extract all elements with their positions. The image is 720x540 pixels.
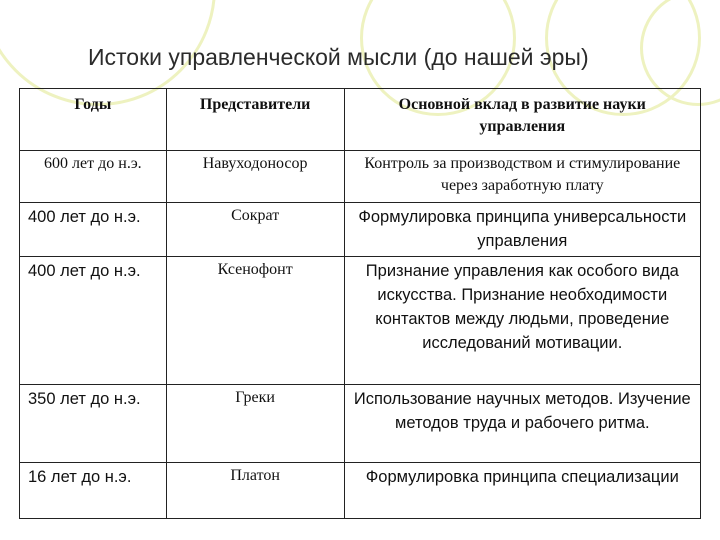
year-cell: 350 лет до н.э. xyxy=(20,385,167,463)
contribution-cell: Контроль за производством и стимулирование через заработную плату xyxy=(344,151,700,203)
contribution-cell: Формулировка принципа универсальности управления xyxy=(344,203,700,257)
table-row xyxy=(20,257,701,385)
year-cell: 16 лет до н.э. xyxy=(20,463,167,519)
person-cell: Платон xyxy=(166,463,344,519)
table-row xyxy=(20,203,701,257)
person-cell: Греки xyxy=(166,385,344,463)
contribution-cell: Формулировка принципа специализации xyxy=(344,463,700,519)
header-years: Годы xyxy=(20,89,167,151)
contribution-cell: Использование научных методов. Изучение методов труда и рабочего ритма. xyxy=(344,385,700,463)
year-cell: 600 лет до н.э. xyxy=(20,151,167,203)
contribution-cell: Признание управления как особого вида искусства. Признание необходимости контактов между людьми, проведение исследований мотивации. xyxy=(344,257,700,385)
table-row xyxy=(20,385,701,463)
page-title: Истоки управленческой мысли (до нашей эры) xyxy=(88,44,589,70)
year-cell: 400 лет до н.э. xyxy=(20,203,167,257)
table-row xyxy=(20,463,701,519)
person-cell: Ксенофонт xyxy=(166,257,344,385)
table-row xyxy=(20,151,701,203)
table-header-row xyxy=(20,89,701,151)
header-contribution: Основной вклад в развитие науки управления xyxy=(344,89,700,151)
year-cell: 400 лет до н.э. xyxy=(20,257,167,385)
header-representatives: Представители xyxy=(166,89,344,151)
person-cell: Сократ xyxy=(166,203,344,257)
person-cell: Навуходоносор xyxy=(166,151,344,203)
history-table xyxy=(19,88,701,519)
